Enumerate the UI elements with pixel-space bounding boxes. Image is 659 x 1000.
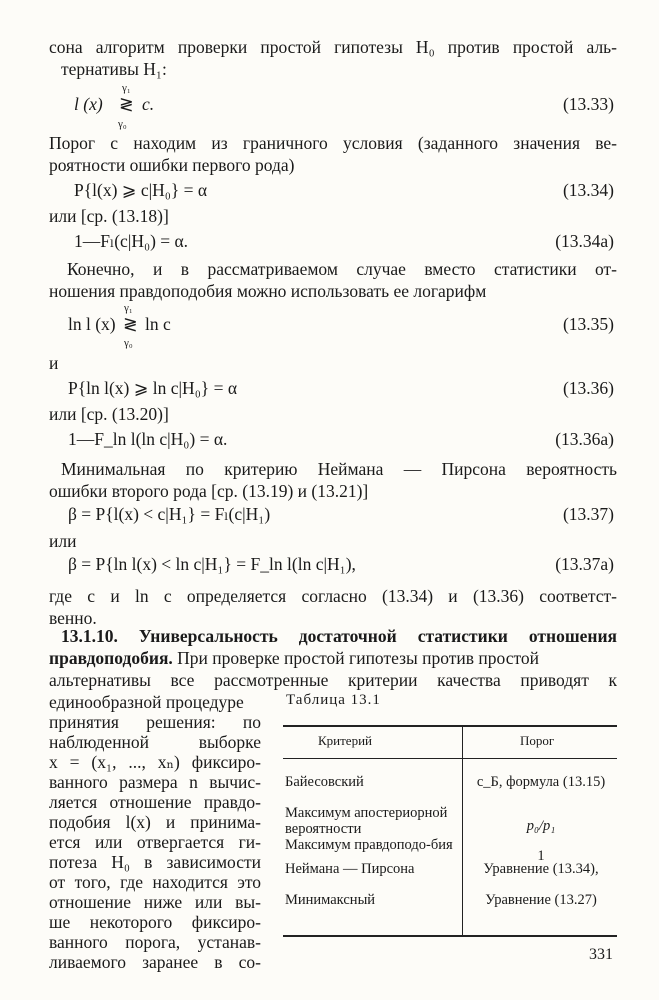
or-cf-13-18: или [ср. (13.18)]: [49, 206, 169, 226]
page-number: 331: [589, 946, 613, 963]
table-row-threshold: c_Б, формула (13.15): [476, 774, 606, 790]
para4-line2: ошибки второго рода [ср. (13.19) и (13.21)]: [49, 481, 369, 501]
table-row-criterion: Байесовский: [285, 774, 364, 790]
para5-line2: венно.: [49, 608, 97, 628]
table-row-threshold: p₀/p₁: [526, 818, 556, 834]
section-line3: альтернативы все рассмотренные критерии качества приводят к: [49, 670, 617, 690]
table-row-threshold: Уравнение (13.34),: [483, 861, 599, 877]
section-heading: 13.1.10. Универсальность достаточной статистики отношения: [61, 626, 617, 646]
column-line: ливаемого заранее в со-: [49, 952, 261, 972]
column-line: ванного порога, устанав-: [49, 932, 261, 952]
column-line: от того, где находится это: [49, 872, 261, 892]
table-header-criterion: Критерий: [318, 733, 372, 748]
eq-label-13-33: (13.33): [562, 94, 614, 114]
table-header-rule: [283, 758, 617, 759]
para5-line1: где c и ln c определяется согласно (13.34) и (13.36) соответст-: [49, 586, 617, 606]
table-row-criterion: Неймана — Пирсона: [285, 861, 415, 877]
table-caption: Таблица 13.1: [286, 692, 381, 708]
table-row-threshold: Уравнение (13.27): [485, 892, 597, 908]
table-top-rule: [283, 725, 617, 727]
or-cf-13-20: или [ср. (13.20)]: [49, 404, 169, 424]
column-line: единообразной процедуре: [49, 692, 244, 712]
column-line: принятия решения: по: [49, 712, 261, 732]
para1-line1: сона алгоритм проверки простой гипотезы H₀ против простой аль-: [49, 37, 617, 57]
section-line2: правдоподобия. При проверке простой гипотезы против простой: [49, 648, 540, 668]
para1-line2: тернативы H₁:: [61, 59, 167, 79]
column-line: отношение ниже или вы-: [49, 892, 261, 912]
column-line: наблюденной выборке: [49, 732, 261, 752]
table-bottom-rule: [283, 935, 617, 937]
book-page: сона алгоритм проверки простой гипотезы H₀ против простой аль- тернативы H₁: l (x) γ₁ ≷ γ₀ c. (13.33) Порог c находим из граничного условия (заданного значения ве- роятности ошибки первого рода) P{l(x) ⩾ c|H₀} = α (13.34) или [ср. (13.18)] 1—Fₗ(c|H₀) = α. (13.34a) Конечно, и в рассматриваемом случае вместо статистики от- ношения правдоподобия можно использовать ее логарифм ln l (x) γ₁ ≷ γ₀ ln c (13.35) и P{ln l(x) ⩾ ln c|H₀} = α (13.36) или [ср. (13.20)] 1—F_ln l(ln c|H₀) = α. (13.36a) Минимальная по критерию Неймана — Пирсона вероятность ошибки второго рода [ср. (13.19) и (13.21)] β = P{l(x) < c|H₁} = Fₗ(c|H₁) (13.37) или β = P{ln l(x) < ln c|H₁} = F_ln l(ln c|H₁), (13.37a) где c и ln c определяется согласно (13.34) и (13.36) соответст- венно. 13.1.10. Универсальность достаточной статистики отношения правдоподобия. При проверке простой гипотезы против простой альтернативы все рассмотренные критерии качества приводят к единообразной процедуре принятия решения: по наблюденной выборке x = (x₁, ..., xₙ) фиксиро- ванного размера n вычис- ляется отношение правдо- подобия l(x) и принима- ется или отвергается ги- потеза H₀ в зависимости от того, где находится это отношение ниже или вы- ше некоторого фиксиро- ванного порога, устанав- ливаемого заранее в со- Таблица 13.1 Критерий Порог Байесовский c_Б, формула (13.15) Максимум апостериорной вероятности p₀/p₁ Максимум правдоподо-бия 1 Неймана — Пирсона Уравнение (13.34), Минимаксный Уравнение (13.27) 331: [49, 37, 617, 972]
column-line: ше некоторого фиксиро-: [49, 912, 261, 932]
column-line: ется или отвергается ги-: [49, 832, 261, 852]
para3-line1: Конечно, и в рассматриваемом случае вместо статистики от-: [67, 259, 617, 279]
table-row-threshold: 1: [537, 848, 545, 864]
column-line: ляется отношение правдо-: [49, 792, 261, 812]
column-line: потеза H₀ в зависимости: [49, 852, 261, 872]
table-column-divider: [462, 727, 463, 935]
and-word: и: [49, 353, 59, 373]
column-line: подобия l(x) и принима-: [49, 812, 261, 832]
table-row-criterion: Минимаксный: [285, 892, 376, 908]
column-line: ванного размера n вычис-: [49, 772, 261, 792]
or-word: или: [49, 531, 77, 551]
para2-line2: роятности ошибки первого рода): [49, 155, 295, 175]
para2-line1: Порог c находим из граничного условия (заданного значения ве-: [49, 133, 617, 153]
para4-line1: Минимальная по критерию Неймана — Пирсона вероятность: [61, 459, 617, 479]
table-row-criterion: Максимум апостериорной вероятности: [285, 805, 448, 837]
column-line: x = (x₁, ..., xₙ) фиксиро-: [49, 752, 261, 772]
table-row-criterion: Максимум правдоподо-бия: [285, 837, 453, 853]
para3-line2: ношения правдоподобия можно использовать ее логарифм: [49, 281, 487, 301]
table-header-threshold: Порог: [520, 733, 555, 748]
